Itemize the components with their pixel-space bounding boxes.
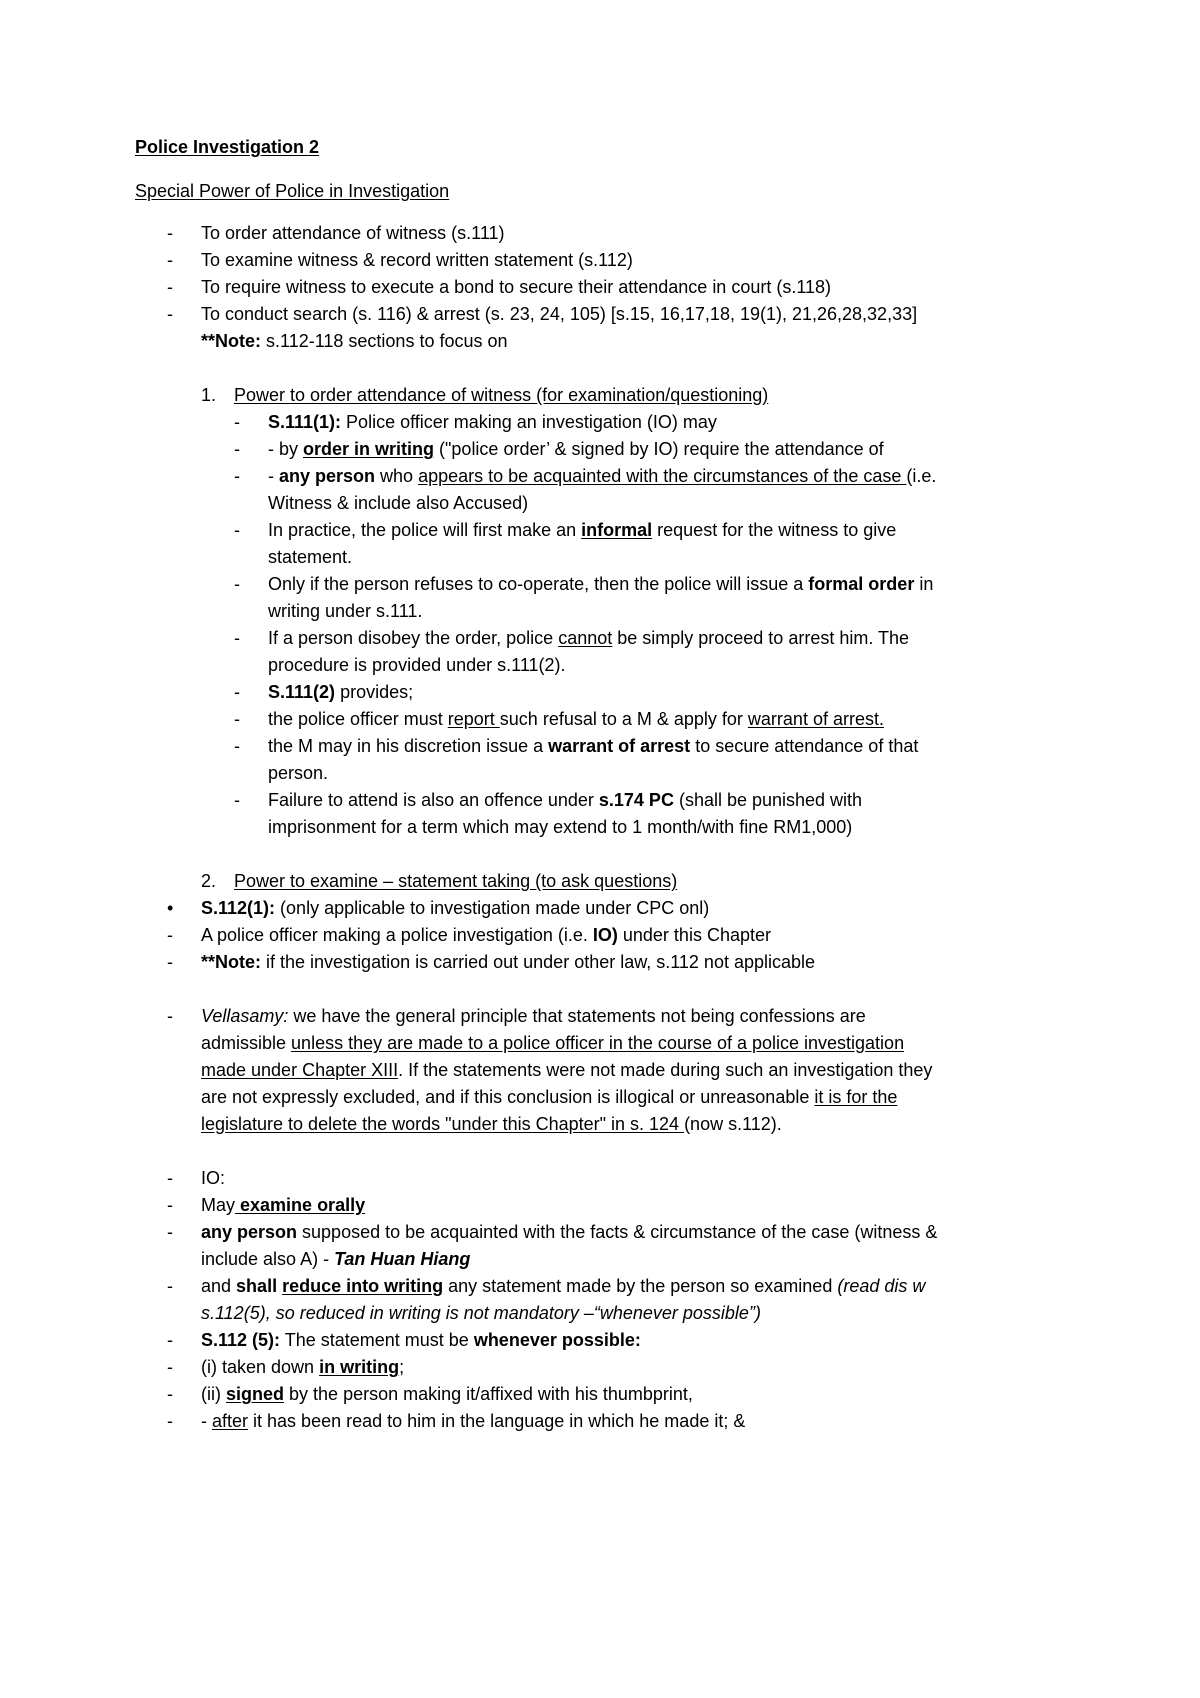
text: the police officer must: [268, 709, 448, 729]
list-dash: -: [167, 952, 173, 972]
text: (now s.112).: [684, 1114, 782, 1134]
emphasis: signed: [226, 1384, 285, 1404]
list-dash: -: [167, 1168, 173, 1188]
emphasis: formal order: [808, 574, 915, 594]
underlined-text: legislature to delete the words "under this Chapter" in s. 124: [201, 1114, 685, 1134]
list-dash: -: [167, 925, 173, 945]
list-dash: -: [167, 250, 173, 270]
emphasis: shall: [236, 1276, 278, 1296]
list-item-continued: imprisonment for a term which may extend to 1 month/with fine RM1,000): [268, 817, 853, 837]
section-ref: S.112(1):: [201, 898, 276, 918]
list-dash: -: [234, 628, 240, 648]
text: include also A) -: [201, 1249, 335, 1269]
list-item: [268, 789, 862, 811]
text: (i.e.: [906, 466, 937, 486]
underlined-text: made under Chapter XIII: [201, 1060, 399, 1080]
text: who: [375, 466, 419, 486]
underlined-text: report: [447, 709, 500, 729]
text: and: [201, 1276, 237, 1296]
list-dash: -: [167, 1357, 173, 1377]
list-item-continued: procedure is provided under s.111(2).: [268, 655, 566, 675]
text: the M may in his discretion issue a: [268, 736, 549, 756]
list-item-continued: [201, 1059, 932, 1081]
text: it has been read to him in the language in which he made it; &: [248, 1411, 746, 1431]
list-item: [268, 573, 933, 595]
underlined-text: cannot: [558, 628, 613, 648]
text: The statement must be: [280, 1330, 474, 1350]
emphasis: any person: [201, 1222, 298, 1242]
section-number: 2.: [201, 871, 217, 891]
text: ;: [399, 1357, 405, 1377]
text: A police officer making a police investigation (i.e.: [201, 925, 593, 945]
list-dash: -: [167, 1276, 173, 1296]
page-title: Police Investigation 2: [135, 137, 320, 157]
emphasis: whenever possible:: [473, 1330, 641, 1350]
section-number: 1.: [201, 385, 217, 405]
list-item: [201, 1410, 745, 1432]
section-subtitle: Special Power of Police in Investigation: [135, 181, 450, 201]
list-item: [201, 1275, 925, 1297]
section-heading: Power to order attendance of witness (for examination/questioning): [234, 385, 769, 405]
list-item-continued: writing under s.111.: [268, 601, 423, 621]
list-item: [268, 681, 413, 703]
list-dash: -: [167, 1195, 173, 1215]
text: Failure to attend is also an offence under: [268, 790, 599, 810]
list-item-continued: [201, 1248, 470, 1270]
text: such refusal to a M & apply for: [499, 709, 748, 729]
list-item-continued: s.112(5), so reduced in writing is not mandatory –“whenever possible”): [201, 1303, 761, 1323]
text: (i): [201, 1357, 217, 1377]
list-dash: -: [167, 1006, 173, 1026]
list-item: [201, 1221, 937, 1243]
underlined-text: warrant of arrest.: [747, 709, 884, 729]
text: under this Chapter: [617, 925, 771, 945]
text: Only if the person refuses to co-operate, then the police will issue a: [268, 574, 809, 594]
underlined-text: it is for the: [814, 1087, 898, 1107]
list-item: To examine witness & record written statement (s.112): [201, 250, 633, 270]
emphasis: orally: [317, 1195, 366, 1215]
text: we have the general principle that statements not being confessions are: [288, 1006, 866, 1026]
case-name: Tan Huan Hiang: [334, 1249, 471, 1269]
list-item: [201, 1194, 365, 1216]
text: be simply proceed to arrest him. The: [612, 628, 910, 648]
emphasis: examine: [235, 1195, 318, 1215]
list-item-continued: [201, 1032, 904, 1054]
text: May: [201, 1195, 236, 1215]
list-dash: -: [234, 736, 240, 756]
list-dash: -: [234, 412, 240, 432]
emphasis: IO): [592, 925, 618, 945]
list-dash: -: [234, 466, 240, 486]
text: ("police order’ & signed by IO) require the attendance of: [434, 439, 884, 459]
text: admissible: [201, 1033, 292, 1053]
list-item: [201, 1383, 693, 1405]
list-dash: -: [234, 520, 240, 540]
text: provides;: [335, 682, 414, 702]
text: supposed to be acquainted with the facts & circumstance of the case (witness &: [297, 1222, 938, 1242]
list-item: [268, 708, 884, 730]
section-ref: S.111(1):: [268, 412, 342, 432]
emphasis: informal: [581, 520, 653, 540]
list-item-continued: Witness & include also Accused): [268, 493, 529, 513]
text: by the person making it/affixed with his thumbprint,: [284, 1384, 693, 1404]
emphasis: order in writing: [303, 439, 435, 459]
section-ref: S.112 (5):: [201, 1330, 281, 1350]
list-item: [201, 924, 771, 946]
case-name: Vellasamy:: [201, 1006, 289, 1026]
list-item: To order attendance of witness (s.111): [201, 223, 505, 243]
text: taken down: [217, 1357, 320, 1377]
emphasis: warrant of arrest: [548, 736, 691, 756]
list-dash: -: [167, 277, 173, 297]
list-item: [268, 465, 936, 487]
text: In practice, the police will first make an: [268, 520, 582, 540]
list-item: [268, 438, 884, 460]
list-item: To conduct search (s. 116) & arrest (s. 23, 24, 105) [s.15, 16,17,18, 19(1), 21,26,28,32,33]: [201, 304, 918, 324]
text: any statement made by the person so examined: [443, 1276, 838, 1296]
list-item: [268, 627, 909, 649]
list-item-continued: [201, 1113, 782, 1135]
list-item: [201, 1005, 866, 1027]
list-dash: -: [234, 439, 240, 459]
note-line: [201, 330, 508, 352]
bullet: •: [167, 898, 174, 918]
section-heading: Power to examine – statement taking (to ask questions): [234, 871, 678, 891]
list-dash: -: [234, 790, 240, 810]
section-ref: S.111(2): [268, 682, 336, 702]
list-item-continued: [201, 1086, 897, 1108]
note-label: **Note:: [201, 331, 262, 351]
text: (shall be punished with: [673, 790, 863, 810]
list-item: IO:: [201, 1168, 226, 1188]
list-item: [201, 951, 815, 973]
text: -: [201, 1411, 212, 1431]
underlined-text: after: [212, 1411, 249, 1431]
list-item: [201, 1356, 404, 1378]
list-item-continued: person.: [268, 763, 329, 783]
text: If a person disobey the order, police: [268, 628, 559, 648]
list-dash: -: [234, 682, 240, 702]
underlined-text: unless they are made to a police officer in the course of a police investigation: [291, 1033, 905, 1053]
list-dash: -: [234, 709, 240, 729]
list-item: To require witness to execute a bond to secure their attendance in court (s.118): [201, 277, 832, 297]
text: if the investigation is carried out under other law, s.112 not applicable: [261, 952, 816, 972]
list-dash: -: [167, 1384, 173, 1404]
text: - by: [268, 439, 304, 459]
emphasis: any person: [279, 466, 376, 486]
list-item: [201, 1329, 641, 1351]
text: request for the witness to give: [652, 520, 897, 540]
list-dash: -: [167, 223, 173, 243]
list-item: [201, 897, 709, 919]
list-dash: -: [167, 1222, 173, 1242]
text: -: [268, 466, 279, 486]
list-dash: -: [167, 1411, 173, 1431]
list-dash: -: [234, 574, 240, 594]
emphasis: in writing: [319, 1357, 400, 1377]
text: to secure attendance of that: [690, 736, 919, 756]
text: . If the statements were not made during such an investigation they: [398, 1060, 933, 1080]
text: are not expressly excluded, and if this conclusion is illogical or unreasonable: [201, 1087, 815, 1107]
list-item: [268, 411, 717, 433]
text: Police officer making an investigation (IO) may: [341, 412, 717, 432]
text: (ii): [201, 1384, 221, 1404]
italic-text: (read dis w: [837, 1276, 926, 1296]
list-dash: -: [167, 1330, 173, 1350]
emphasis: s.174 PC: [598, 790, 674, 810]
underlined-text: appears to be acquainted with the circumstances of the case: [418, 466, 907, 486]
list-item-continued: statement.: [268, 547, 353, 567]
emphasis: reduce into writing: [282, 1276, 444, 1296]
note-text: s.112-118 sections to focus on: [261, 331, 508, 351]
text: (only applicable to investigation made under CPC onl): [275, 898, 710, 918]
list-dash: -: [167, 304, 173, 324]
note-label: **Note:: [201, 952, 262, 972]
list-item: [268, 735, 918, 757]
list-item: [268, 519, 896, 541]
text: in: [914, 574, 934, 594]
